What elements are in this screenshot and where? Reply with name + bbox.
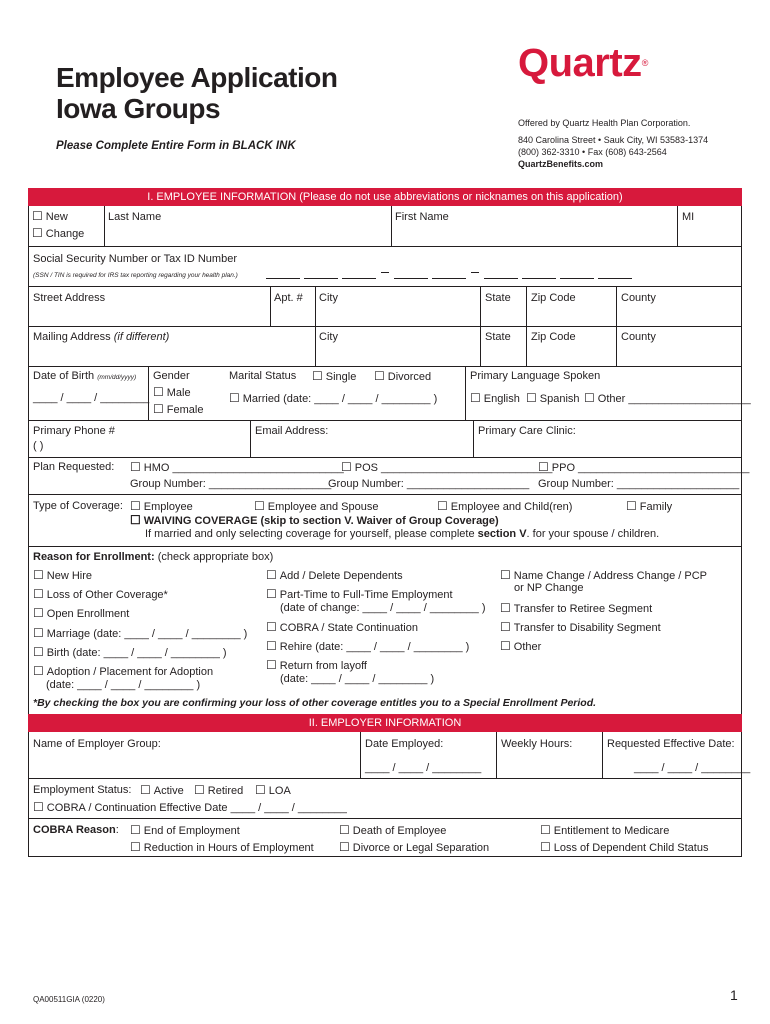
logo-text: Quartz <box>518 41 642 85</box>
mailing-state-label: State <box>485 331 511 343</box>
part-time-checkbox[interactable]: ☐ Part-Time to Full-Time Employment <box>266 588 453 602</box>
phone-input[interactable]: ( ) <box>33 440 44 452</box>
last-name-label: Last Name <box>108 211 162 223</box>
retiree-checkbox[interactable]: ☐ Transfer to Retiree Segment <box>500 602 652 616</box>
company-website: QuartzBenefits.com <box>518 159 604 169</box>
open-enrollment-checkbox[interactable]: ☐ Open Enrollment <box>33 607 129 621</box>
waiving-note: If married and only selecting coverage for yourself, please complete section V. for your spouse / children. <box>145 528 660 540</box>
enrollment-footnote: *By checking the box you are confirming your loss of other coverage entitles you to a Special Enrollment Period. <box>33 697 597 709</box>
ssn-input[interactable] <box>266 272 636 280</box>
other-language-checkbox[interactable]: ☐ Other ____________________ <box>584 392 751 406</box>
return-layoff-date[interactable]: (date: ____ / ____ / ________ ) <box>280 673 435 685</box>
change-checkbox[interactable]: ☐ Change <box>32 227 84 241</box>
employment-status-label: Employment Status: <box>33 784 132 796</box>
spanish-checkbox[interactable]: ☐ Spanish <box>526 392 580 406</box>
section-2-header: II. EMPLOYER INFORMATION <box>28 714 742 732</box>
county-label: County <box>621 292 656 304</box>
divorced-checkbox[interactable]: ☐ Divorced <box>374 370 431 384</box>
medicare-checkbox[interactable]: ☐ Entitlement to Medicare <box>540 824 669 838</box>
ppo-group-number[interactable]: Group Number: ____________________ <box>538 478 740 490</box>
adoption-date[interactable]: (date: ____ / ____ / ________ ) <box>46 679 201 691</box>
form-code: QA00511GIA (0220) <box>33 995 105 1004</box>
retired-checkbox[interactable]: ☐ Retired <box>194 784 243 798</box>
language-label: Primary Language Spoken <box>470 370 601 382</box>
first-name-label: First Name <box>395 211 449 223</box>
cobra-continuation-checkbox[interactable]: ☐ COBRA / State Continuation <box>266 621 418 635</box>
name-change-cont: or NP Change <box>514 582 584 594</box>
add-delete-checkbox[interactable]: ☐ Add / Delete Dependents <box>266 569 403 583</box>
email-label: Email Address: <box>255 425 329 437</box>
birth-checkbox[interactable]: ☐ Birth (date: ____ / ____ / ________ ) <box>33 646 227 660</box>
mailing-zip-label: Zip Code <box>531 331 576 343</box>
city-label: City <box>319 292 338 304</box>
cobra-reason-label: COBRA Reason: <box>33 824 119 836</box>
section-1-header: I. EMPLOYEE INFORMATION (Please do not use abbreviations or nicknames on this application) <box>28 188 742 206</box>
marital-status-label: Marital Status <box>229 370 297 382</box>
return-layoff-checkbox[interactable]: ☐ Return from layoff <box>266 659 367 673</box>
effective-date-input[interactable]: ____ / ____ / ________ <box>634 762 751 774</box>
family-checkbox[interactable]: ☐ Family <box>626 500 672 514</box>
company-address: 840 Carolina Street • Sauk City, WI 53583-1374 <box>518 135 709 145</box>
disability-checkbox[interactable]: ☐ Transfer to Disability Segment <box>500 621 661 635</box>
dob-input[interactable]: ____ / ____ / ________ <box>33 392 150 404</box>
new-checkbox[interactable]: ☐ New <box>32 210 68 224</box>
rehire-checkbox[interactable]: ☐ Rehire (date: ____ / ____ / ________ ) <box>266 640 469 654</box>
enrollment-heading: Reason for Enrollment: (check appropriate box) <box>33 551 274 563</box>
form-instruction: Please Complete Entire Form in BLACK INK <box>56 140 296 152</box>
apt-label: Apt. # <box>274 292 303 304</box>
weekly-hours-label: Weekly Hours: <box>501 738 573 750</box>
phone-label: Primary Phone # <box>33 425 115 437</box>
adoption-checkbox[interactable]: ☐ Adoption / Placement for Adoption <box>33 665 213 679</box>
active-checkbox[interactable]: ☐ Active <box>140 784 184 798</box>
street-address-label: Street Address <box>33 292 106 304</box>
reduction-hours-checkbox[interactable]: ☐ Reduction in Hours of Employment <box>130 841 314 855</box>
title-line-2: Iowa Groups <box>56 93 221 124</box>
female-checkbox[interactable]: ☐ Female <box>153 403 203 417</box>
zip-label: Zip Code <box>531 292 576 304</box>
male-checkbox[interactable]: ☐ Male <box>153 386 191 400</box>
type-coverage-label: Type of Coverage: <box>33 500 123 512</box>
company-phone: (800) 362-3310 • Fax (608) 643-2564 <box>518 147 667 157</box>
death-employee-checkbox[interactable]: ☐ Death of Employee <box>339 824 446 838</box>
employer-group-label: Name of Employer Group: <box>33 738 161 750</box>
gender-label: Gender <box>153 370 190 382</box>
other-reason-checkbox[interactable]: ☐ Other <box>500 640 541 654</box>
mailing-city-label: City <box>319 331 338 343</box>
cobra-effective-checkbox[interactable]: ☐ COBRA / Continuation Effective Date ____ / ____ / ________ <box>33 801 347 815</box>
ppo-checkbox[interactable]: ☐ PPO ____________________________ <box>538 461 749 475</box>
hmo-checkbox[interactable]: ☐ HMO ____________________________ <box>130 461 344 475</box>
ssn-note: (SSN / TIN is required for IRS tax reporting regarding your health plan.) <box>33 272 238 279</box>
page-title <box>56 62 337 124</box>
part-time-date[interactable]: (date of change: ____ / ____ / ________ ) <box>280 602 486 614</box>
title-line-1: Employee Application <box>56 62 338 93</box>
dob-label: Date of Birth (mm/dd/yyyy) <box>33 370 137 382</box>
effective-date-label: Requested Effective Date: <box>607 738 735 750</box>
date-employed-label: Date Employed: <box>365 738 444 750</box>
date-employed-input[interactable]: ____ / ____ / ________ <box>365 762 482 774</box>
name-change-checkbox[interactable]: ☐ Name Change / Address Change / PCP <box>500 569 707 583</box>
employee-spouse-checkbox[interactable]: ☐ Employee and Spouse <box>254 500 378 514</box>
mailing-county-label: County <box>621 331 656 343</box>
quartz-logo <box>518 40 648 86</box>
single-checkbox[interactable]: ☐ Single <box>312 370 356 384</box>
english-checkbox[interactable]: ☐ English <box>470 392 520 406</box>
waiving-coverage-checkbox[interactable]: ☐ WAIVING COVERAGE (skip to section V. Waiver of Group Coverage) <box>130 514 499 528</box>
ssn-label: Social Security Number or Tax ID Number <box>33 253 237 265</box>
plan-requested-label: Plan Requested: <box>33 461 115 473</box>
hmo-group-number[interactable]: Group Number: ____________________ <box>130 478 332 490</box>
end-employment-checkbox[interactable]: ☐ End of Employment <box>130 824 240 838</box>
new-hire-checkbox[interactable]: ☐ New Hire <box>33 569 92 583</box>
mi-label: MI <box>682 211 695 223</box>
offered-by: Offered by Quartz Health Plan Corporation. <box>518 118 691 128</box>
employee-checkbox[interactable]: ☐ Employee <box>130 500 193 514</box>
mailing-address-label: Mailing Address (if different) <box>33 331 170 343</box>
loss-coverage-checkbox[interactable]: ☐ Loss of Other Coverage* <box>33 588 168 602</box>
loss-dependent-checkbox[interactable]: ☐ Loss of Dependent Child Status <box>540 841 708 855</box>
marriage-checkbox[interactable]: ☐ Marriage (date: ____ / ____ / ________ ) <box>33 627 247 641</box>
page-number: 1 <box>730 987 738 1003</box>
pos-group-number[interactable]: Group Number: ____________________ <box>328 478 530 490</box>
loa-checkbox[interactable]: ☐ LOA <box>255 784 291 798</box>
logo-registered: ® <box>641 58 648 68</box>
employee-children-checkbox[interactable]: ☐ Employee and Child(ren) <box>437 500 572 514</box>
pos-checkbox[interactable]: ☐ POS ____________________________ <box>341 461 552 475</box>
clinic-label: Primary Care Clinic: <box>478 425 576 437</box>
married-checkbox[interactable]: ☐ Married (date: ____ / ____ / ________ ) <box>229 392 437 406</box>
state-label: State <box>485 292 511 304</box>
divorce-checkbox[interactable]: ☐ Divorce or Legal Separation <box>339 841 489 855</box>
